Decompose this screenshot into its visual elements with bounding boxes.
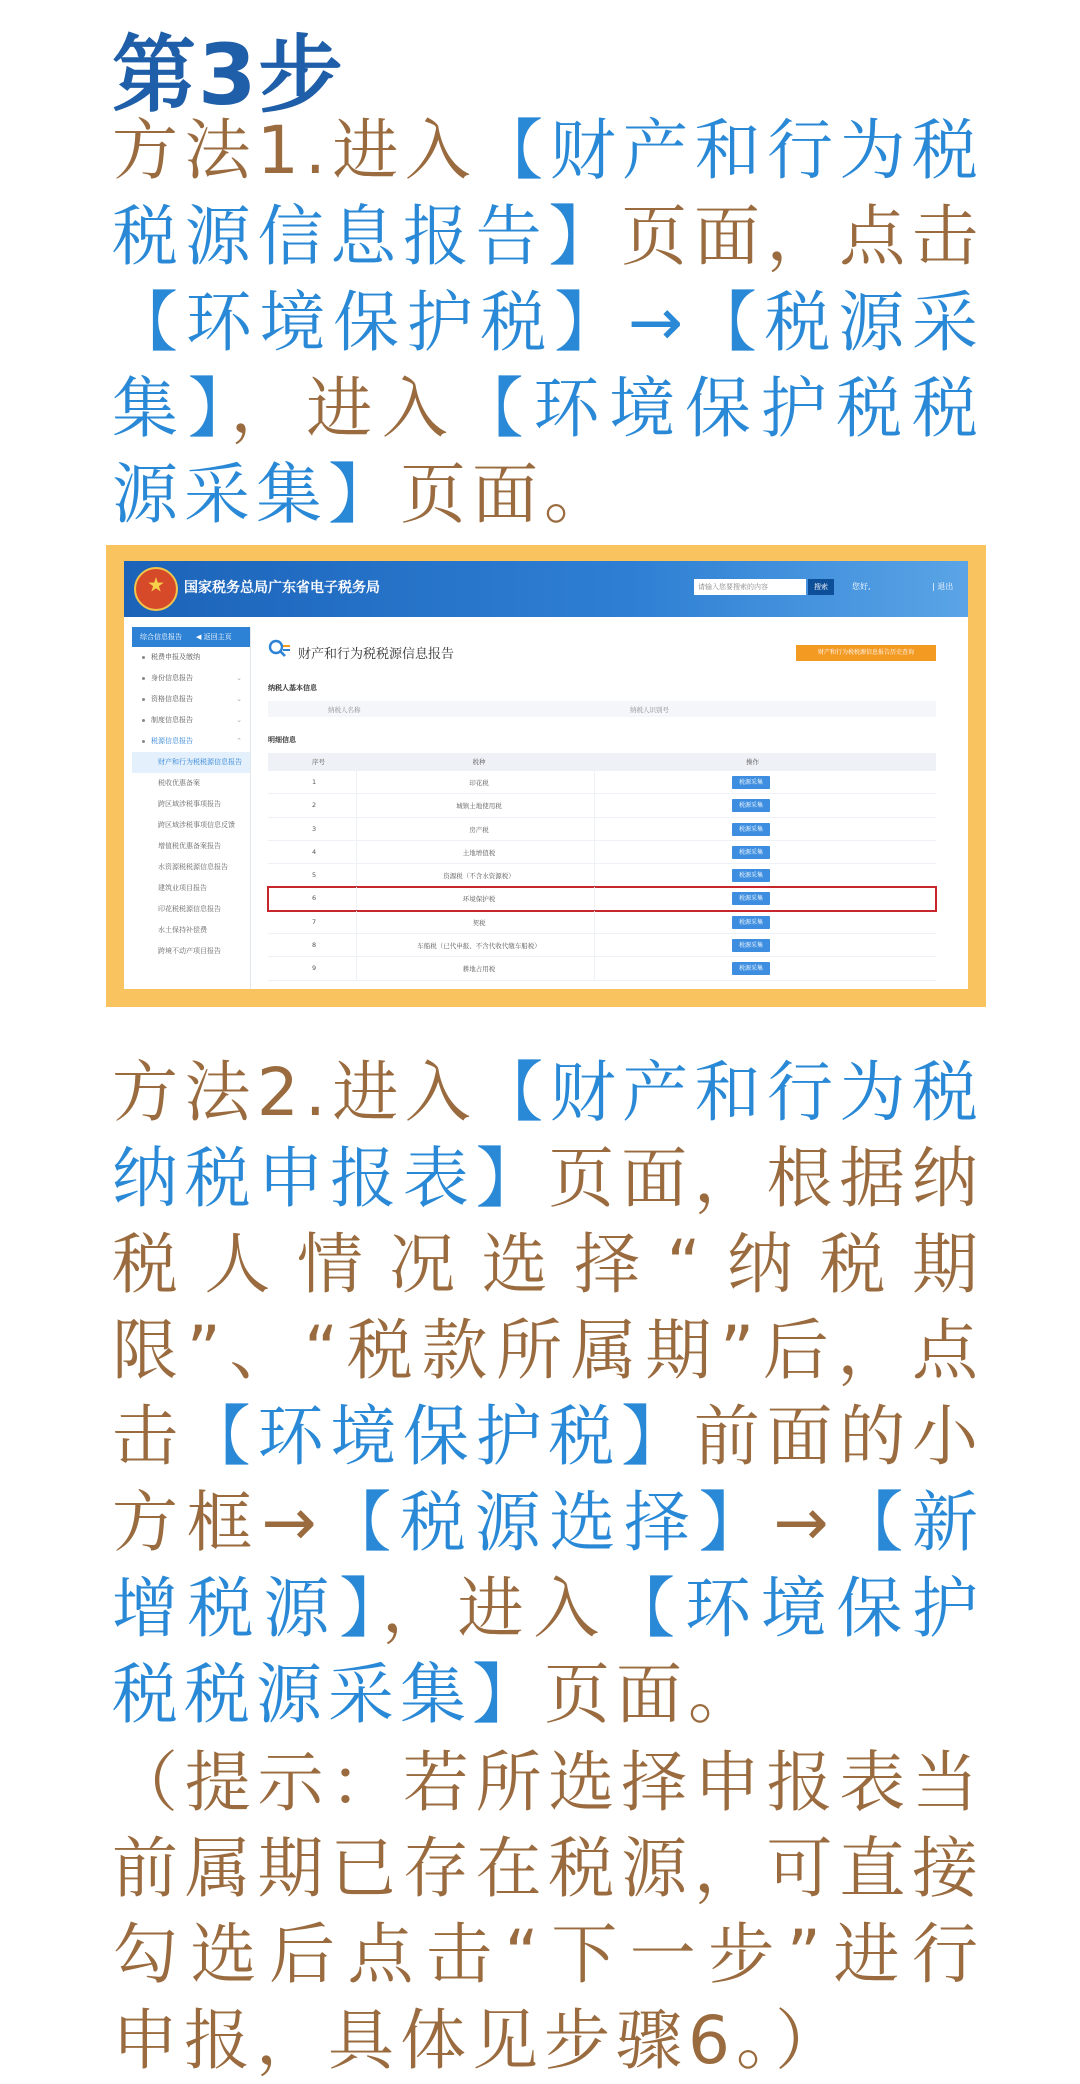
method2-highlight-declare-form: 【财产和行为税纳税申报表】 — [112, 1054, 985, 1217]
table-row — [268, 911, 936, 934]
method2-highlight-source-select: 【税源选择】 — [322, 1484, 774, 1561]
page-title: 财产和行为税税源信息报告 — [298, 647, 455, 662]
chevron-down-icon: ⌄ — [236, 695, 242, 703]
search-doc-icon — [268, 639, 290, 661]
sidebar-item[interactable]: 跨区域涉税事项报告 — [158, 800, 221, 808]
sidebar-group[interactable] — [132, 689, 250, 710]
method2-arrow: → — [773, 1484, 835, 1561]
table-row-highlighted — [268, 887, 936, 910]
logout-link[interactable]: | 退出 — [932, 582, 954, 591]
bullet-icon — [142, 740, 145, 743]
history-query-button[interactable]: 财产和行为税税源信息报告历史查询 — [796, 645, 936, 661]
chevron-down-icon: ⌄ — [236, 716, 242, 724]
collect-button[interactable]: 税源采集 — [732, 962, 770, 975]
method1-highlight-report-page: 【财产和行为税税源信息报告】 — [112, 112, 985, 275]
method1-highlight-env-tax-collect: 【环境保护税】→【税源采集】 — [112, 284, 984, 447]
bullet-icon — [142, 656, 145, 659]
step-title: 第3步 — [112, 26, 345, 124]
method2-text-3: 前面的小方框→ — [112, 1398, 985, 1561]
method1-highlight-env-tax-page: 【环境保护税税源采集】 — [112, 370, 985, 533]
sidebar-item[interactable]: 跨境不动产项目报告 — [158, 947, 221, 955]
row-name: 资源税（不含水资源税） — [443, 872, 515, 881]
search-input[interactable]: 请输入您要搜索的内容 — [694, 579, 806, 595]
col-header-name: 税种 — [472, 758, 486, 766]
method1-text-4: 页面。 — [400, 456, 616, 533]
etax-header — [124, 561, 968, 617]
sidebar-group-label: 身份信息报告 — [151, 674, 193, 682]
row-name: 印花税 — [469, 779, 489, 787]
taxpayer-id-label: 纳税人识别号 — [630, 706, 669, 714]
collect-button[interactable]: 税源采集 — [732, 869, 770, 882]
col-header-op: 操作 — [746, 758, 759, 766]
bullet-icon — [142, 719, 145, 722]
screenshot-frame — [106, 545, 986, 1007]
table-row — [268, 957, 936, 980]
row-no: 5 — [312, 871, 317, 880]
collect-button[interactable]: 税源采集 — [732, 823, 770, 836]
table-row — [268, 841, 936, 864]
row-no: 8 — [312, 941, 317, 950]
collect-button-env-tax[interactable]: 税源采集 — [732, 892, 770, 905]
table-row — [268, 771, 936, 794]
collect-button[interactable]: 税源采集 — [732, 939, 770, 952]
sidebar-item[interactable]: 印花税税源信息报告 — [158, 905, 221, 913]
site-name: 国家税务总局广东省电子税务局 — [184, 580, 380, 596]
row-no: 3 — [312, 824, 317, 833]
sidebar-group[interactable] — [132, 647, 250, 668]
method1-text-1: 方法1.进入 — [112, 112, 478, 189]
chevron-down-icon: ⌄ — [236, 674, 242, 682]
row-no: 7 — [312, 917, 317, 926]
method2-text-5: 页面。 — [544, 1656, 760, 1733]
collect-button[interactable]: 税源采集 — [732, 776, 770, 789]
sidebar-item[interactable]: 水资源税税源信息报告 — [158, 863, 228, 871]
sidebar-group-label: 资格信息报告 — [151, 695, 193, 703]
section-detail-info: 明细信息 — [268, 736, 296, 744]
taxpayer-name-label: 纳税人名称 — [328, 706, 361, 714]
method1-paragraph — [112, 108, 984, 538]
method2-text-4: ，进入 — [381, 1570, 610, 1647]
basic-info-row — [268, 701, 936, 717]
sidebar-group-label: 税费申报及缴纳 — [151, 653, 200, 661]
search-button[interactable]: 搜索 — [808, 579, 834, 595]
table-row — [268, 934, 936, 957]
row-name: 土地增值税 — [462, 848, 496, 857]
tip-paragraph: （提示：若所选择申报表当前属期已存在税源，可直接勾选后点击“下一步”进行申报，具体见步骤6。） — [112, 1744, 984, 2079]
sidebar-header — [132, 627, 250, 647]
bullet-icon — [142, 698, 145, 701]
row-name: 契税 — [472, 918, 486, 927]
tax-emblem-icon — [134, 567, 178, 611]
row-no: 9 — [312, 964, 317, 973]
row-no: 1 — [312, 778, 317, 786]
method2-highlight-add-source: 【新增税源】 — [112, 1484, 985, 1647]
greeting: 您好, — [852, 582, 871, 591]
row-no: 2 — [312, 801, 317, 810]
method1-text-3: ，进入 — [230, 370, 458, 447]
main-panel — [262, 627, 962, 989]
col-header-no: 序号 — [312, 758, 325, 766]
method2-text-2: 页面，根据纳税人情况选择“纳税期限”、“税款所属期”后，点击 — [112, 1140, 985, 1475]
back-home-link[interactable]: ◀ 返回主页 — [196, 633, 232, 641]
row-name: 房产税 — [469, 825, 489, 834]
sidebar-item[interactable]: 增值税优惠备案报告 — [158, 842, 221, 850]
sidebar-group-label: 税源信息报告 — [151, 737, 193, 745]
collect-button[interactable]: 税源采集 — [732, 916, 770, 929]
collect-button[interactable]: 税源采集 — [732, 846, 770, 859]
table-header — [268, 753, 936, 771]
etax-screenshot — [124, 561, 968, 989]
row-name: 车船税（已代申报、不含代收代缴车船税） — [417, 942, 541, 951]
sidebar-item-active[interactable]: 财产和行为税税源信息报告 — [132, 752, 250, 773]
row-no: 6 — [312, 894, 317, 903]
sidebar-group-open[interactable] — [132, 731, 250, 752]
method1-text-2: 页面，点击 — [621, 198, 985, 275]
method2-text-1: 方法2.进入 — [112, 1054, 478, 1131]
sidebar-item[interactable]: 水土保持补偿费 — [158, 926, 207, 934]
section-basic-info: 纳税人基本信息 — [268, 684, 317, 692]
method2-highlight-env-tax: 【环境保护税】 — [184, 1398, 694, 1475]
sidebar-header-label: 综合信息报告 — [140, 633, 182, 641]
sidebar-item[interactable]: 建筑业项目报告 — [158, 884, 207, 892]
bullet-icon — [142, 677, 145, 680]
method2-highlight-env-tax-page: 【环境保护税税源采集】 — [112, 1570, 985, 1733]
tax-table — [268, 753, 936, 981]
star-icon — [148, 577, 164, 593]
row-no: 4 — [312, 847, 317, 856]
table-row — [268, 794, 936, 817]
row-name: 城镇土地使用税 — [456, 802, 502, 811]
row-name: 环境保护税 — [462, 895, 496, 904]
sidebar — [132, 627, 251, 989]
collect-button[interactable]: 税源采集 — [732, 799, 770, 812]
sidebar-group[interactable] — [132, 668, 250, 689]
method2-paragraph — [112, 1050, 984, 1738]
table-row — [268, 818, 936, 841]
table-row — [268, 864, 936, 887]
sidebar-item[interactable]: 税收优惠备案 — [158, 779, 200, 787]
sidebar-group[interactable] — [132, 710, 250, 731]
chevron-up-icon: ⌃ — [236, 737, 242, 745]
row-name: 耕地占用税 — [462, 965, 496, 974]
sidebar-item[interactable]: 跨区域涉税事项信息反馈 — [158, 821, 235, 829]
sidebar-group-label: 制度信息报告 — [151, 716, 193, 724]
